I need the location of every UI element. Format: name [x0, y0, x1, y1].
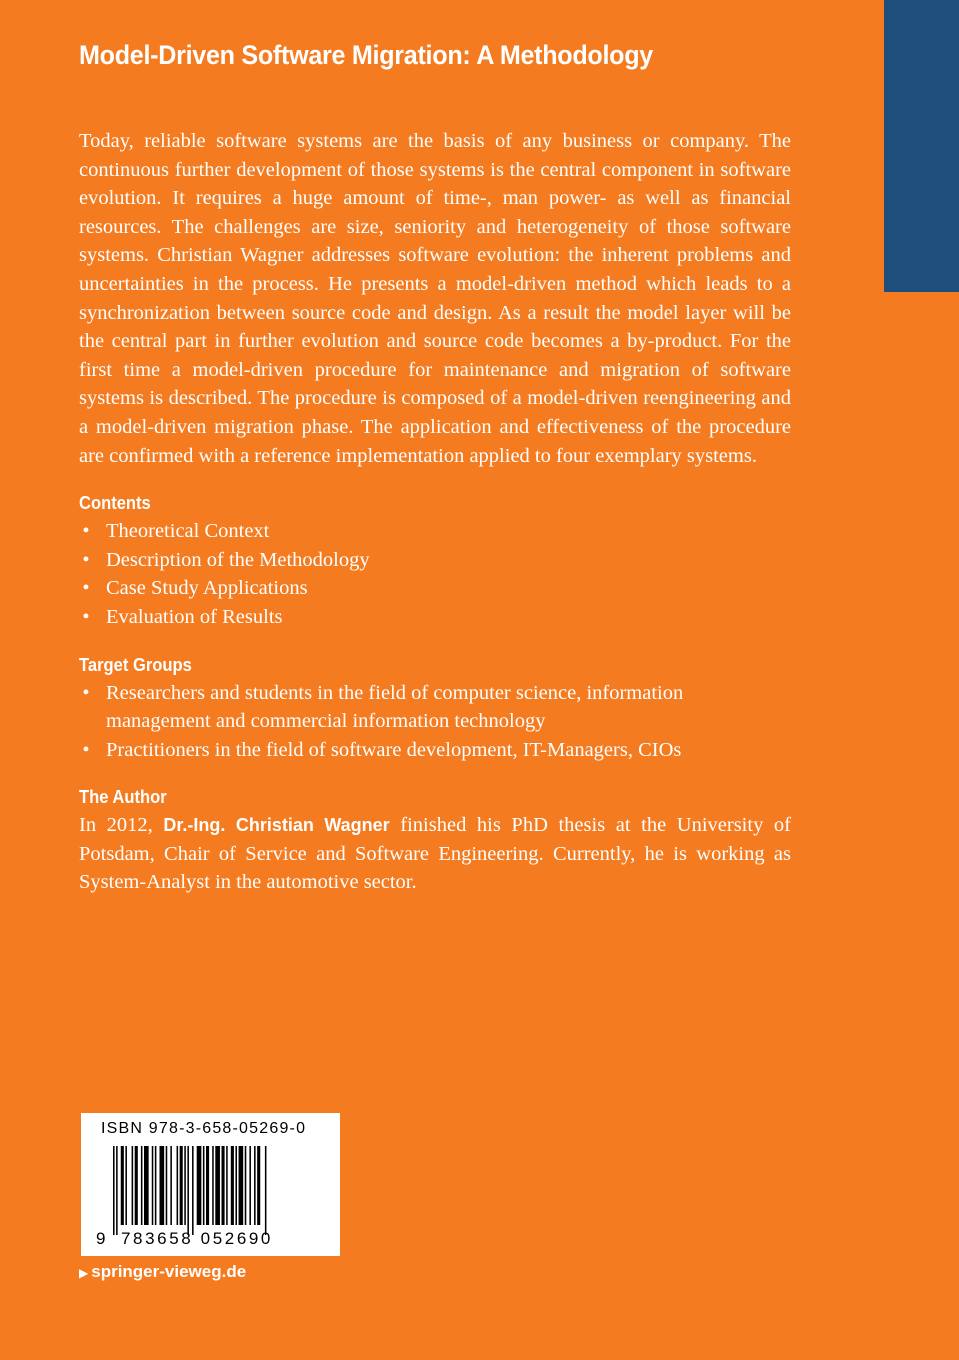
contents-heading: Contents: [79, 493, 151, 514]
barcode-bar: [152, 1146, 154, 1225]
author-heading: The Author: [79, 787, 167, 808]
target-groups-list: [79, 679, 791, 765]
barcode-bar: [212, 1146, 214, 1225]
barcode-bar: [249, 1146, 251, 1225]
list-item: • Description of the Methodology: [79, 546, 791, 575]
barcode-bar: [265, 1146, 267, 1235]
list-item: • Theoretical Context: [79, 517, 791, 546]
barcode-bar: [180, 1146, 183, 1225]
barcode-digits: 783658 052690: [121, 1229, 273, 1248]
publisher-url: ▶ springer-vieweg.de: [79, 1262, 247, 1281]
bullet-icon: •: [82, 605, 90, 628]
barcode-bar: [215, 1146, 220, 1225]
bullet-icon: •: [82, 577, 90, 600]
author-paragraph: In 2012, Dr.-Ing. Christian Wagner finished his PhD thesis at the University of Potsdam, Chair of Service and Software Engineering. Currently, he is working as System-Analyst in the automotive sector.: [79, 814, 791, 894]
barcode-bar: [197, 1146, 202, 1225]
back-cover-content: [79, 127, 791, 897]
barcode-bar: [187, 1146, 189, 1235]
barcode-lead-digit: 9: [96, 1229, 107, 1248]
barcode-bar: [135, 1146, 138, 1225]
isbn-barcode-box: [81, 1113, 340, 1256]
barcode-bar: [113, 1146, 115, 1235]
author-name: Dr.-Ing. Christian Wagner: [163, 815, 390, 836]
play-arrow-icon: ▶: [79, 1266, 89, 1280]
barcode-bar: [121, 1146, 124, 1225]
barcode-bar: [155, 1146, 157, 1225]
barcode-bar: [170, 1146, 172, 1225]
list-item: • Researchers and students in the field of computer science, information management and commercial information technology: [79, 679, 791, 736]
bullet-icon: •: [82, 738, 90, 761]
spine-color-tab: [884, 0, 959, 292]
list-item: • Evaluation of Results: [79, 603, 791, 632]
barcode-bar: [235, 1146, 237, 1225]
barcode-bar: [184, 1146, 186, 1225]
barcode-bar: [203, 1146, 205, 1225]
barcode-bar: [144, 1146, 149, 1225]
barcode-bar: [226, 1146, 228, 1225]
description-paragraph: Today, reliable software systems are the basis of any business or company. The continuous further development of those systems is the central component in software evolution. It requires a huge amount of time-, man power- as well as financial resources. The challenges are size, seniority and heterogeneity of those software systems. Christian Wagner addresses software evolution: the inherent problems and uncertainties in the process. He presents a model-driven method which leads to a synchronization between source code and design. As a result the model layer will be the central part in further evolution and source code becomes a by-product. For the first time a model-driven procedure for maintenance and migration of software systems is described. The procedure is composed of a model-driven reengineering and a model-driven migration phase. The application and effectiveness of the procedure are confirmed with a reference implementation applied to four exemplary systems.: [79, 130, 791, 467]
bullet-icon: •: [82, 681, 90, 704]
barcode-bar: [192, 1146, 194, 1235]
bullet-icon: •: [82, 520, 90, 543]
book-title: Model-Driven Software Migration: A Methodology: [79, 40, 653, 70]
barcode-bar: [206, 1146, 209, 1225]
list-item: • Practitioners in the field of software development, IT-Managers, CIOs: [79, 736, 791, 765]
barcode-bar: [116, 1146, 118, 1235]
bullet-icon: •: [82, 548, 90, 571]
barcode-bar: [257, 1146, 260, 1225]
barcode-bar: [239, 1146, 244, 1225]
barcode-bar: [132, 1146, 134, 1225]
barcode-bar: [160, 1146, 165, 1225]
barcode-bar: [125, 1146, 127, 1225]
barcode-bar: [254, 1146, 256, 1225]
barcode-bar: [222, 1146, 225, 1225]
barcode-bar: [231, 1146, 234, 1225]
barcode-bar: [245, 1146, 247, 1225]
barcode-bar: [177, 1146, 179, 1225]
barcode-bar: [166, 1146, 168, 1225]
isbn-label: ISBN 978-3-658-05269-0: [101, 1120, 307, 1137]
list-item: • Case Study Applications: [79, 574, 791, 603]
target-groups-heading: Target Groups: [79, 654, 192, 675]
contents-list: [79, 517, 791, 631]
barcode-bar: [141, 1146, 143, 1225]
